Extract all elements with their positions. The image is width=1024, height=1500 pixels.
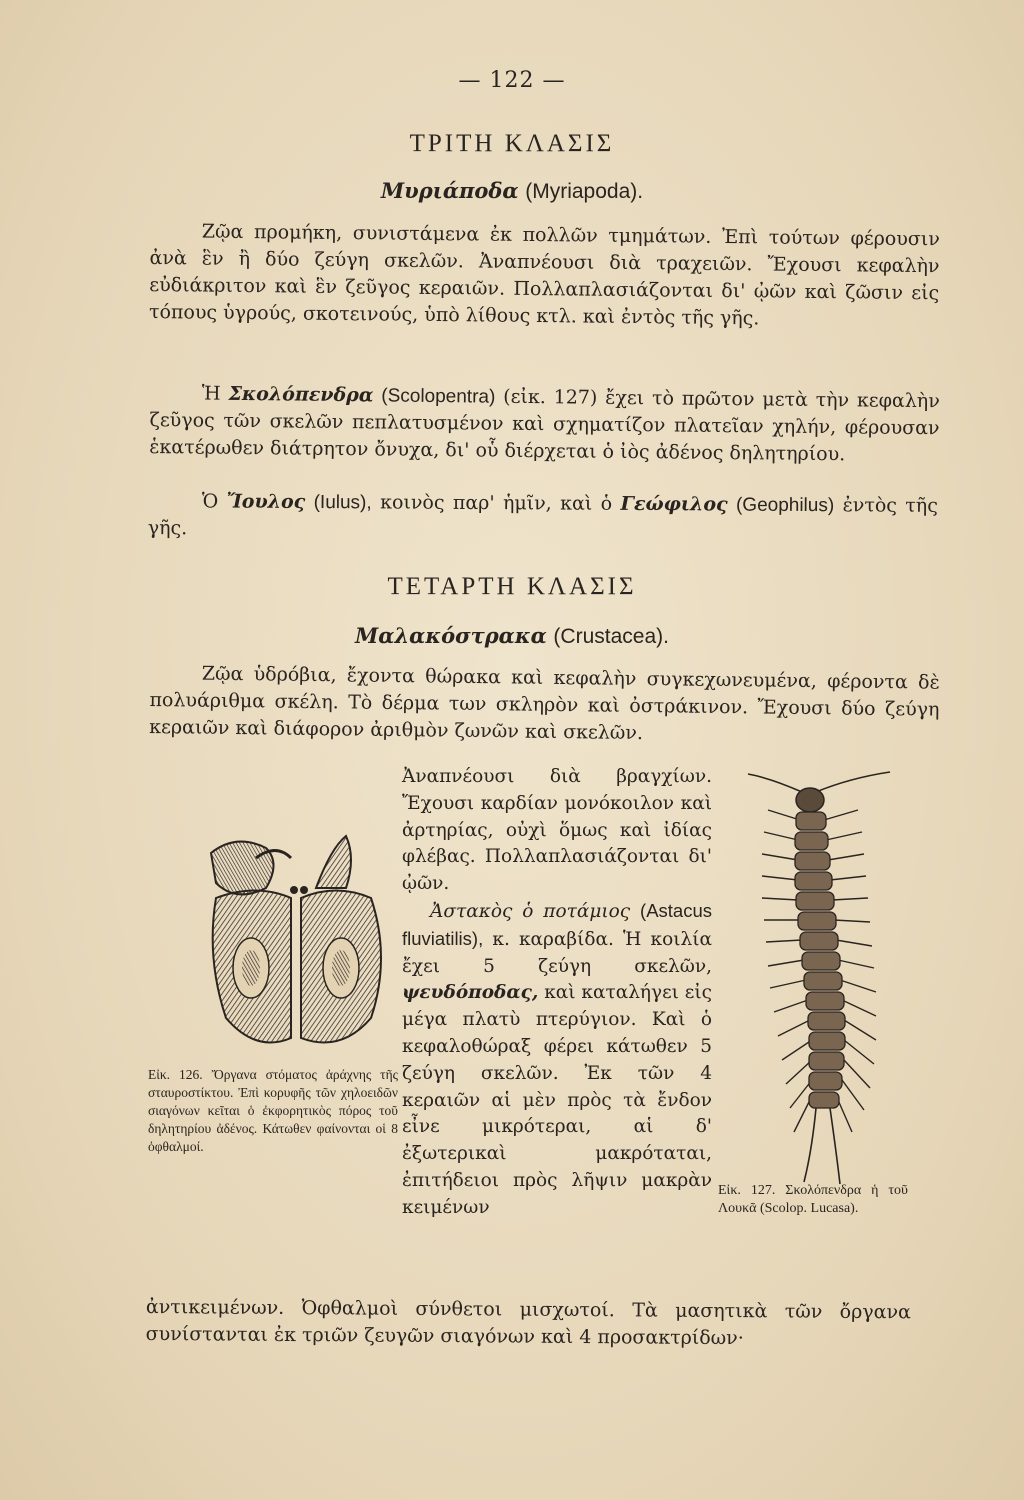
centipede-figure — [740, 770, 920, 1190]
iulus-paragraph: Ὁ Ἴουλος (Iulus), κοινὸς παρ' ἡμῖν, καὶ ὁ Γεώφιλος (Geophilus) ἐντὸς τῆς γῆς. — [147, 490, 938, 540]
subtitle-crustacea — [0, 623, 1024, 649]
page-number: — 122 — — [458, 68, 566, 93]
geophilus-name: Γεώφιλος — [620, 492, 728, 516]
class-heading-third: ΤΡΙΤΗ ΚΛΑΣΙΣ — [409, 130, 615, 157]
myriapoda-latin: (Myriapoda). — [525, 180, 644, 203]
crustacea-paragraph-1: Ζῷα ὑδρόβια, ἔχοντα θώρακα καὶ κεφαλὴν συγκεχωνευμένα, φέροντα δὲ πολυάριθμα σκέλη. Τὸ δέρμα των σκληρὸν καὶ ὀστράκινον. Ἔχουσι δύο ζεύγη κεραιῶν καὶ διάφορον ἀριθμὸν ζωνῶν καὶ σκελῶν. — [149, 662, 940, 745]
crustacea-greek: Μαλακόστρακα — [355, 623, 547, 648]
crustacea-paragraph-end: ἀντικειμένων. Ὀφθαλμοὶ σύνθετοι μισχωτοί. Τὰ μασητικὰ τῶν ὄργανα συνίστανται ἐκ τριῶν ζευγῶν σιαγόνων καὶ 4 προσακτρίδων· — [145, 1296, 911, 1350]
spider-mouthparts-figure — [196, 828, 396, 1058]
scolopendra-paragraph: Ἡ Σκολόπενδρα (Scolopentra) (εἰκ. 127) ἔχει τὸ πρῶτον μετὰ τὴν κεφαλὴν ζεῦγος τῶν σκελῶν πεπλατυσμένον καὶ σχηματίζον πλατεῖαν χηλήν, φέρουσαν ἑκατέρωθεν διάτρητον ὄνυχα, δι' οὗ διέρχεται ὁ ἰὸς ἀδένος δηλητηρίου. — [149, 382, 940, 466]
myriapoda-greek: Μυριάποδα — [380, 178, 519, 203]
geophilus-latin: (Geophilus) — [735, 494, 835, 517]
scolopendra-name: Σκολόπενδρα — [228, 382, 374, 407]
astacus-column: Ἀστακὸς ὁ ποτάμιος (Astacus fluviatilis), κ. καραβίδα. Ἡ κοιλία ἔχει 5 ζεύγη σκελῶν, ψευδόποδας, καὶ καταλήγει εἰς μέγα πλατὺ πτερύγιον. Καὶ ὁ κεφαλοθώραξ φέρει κάτωθεν 5 ζεύγη σκελῶν. Ἐκ τῶν 4 κεραιῶν αἱ μὲν πρὸς τὰ ἔνδον εἶνε μικρότεραι, αἱ δ' ἐξωτερικαὶ μακρόταται, ἐπιτήδειοι πρὸς λῆψιν μακρὰν κειμένων — [402, 900, 712, 1218]
myriapoda-paragraph-1: Ζῷα προμήκη, συνιστάμενα ἐκ πολλῶν τμημάτων. Ἐπὶ τούτων φέρουσιν ἀνὰ ἓν ἢ δύο ζεύγη σκελῶν. Ἀναπνέουσι διὰ τραχειῶν. Ἔχουσι κεφαλὴν εὐδιάκριτον καὶ ἓν ζεῦγος κεραιῶν. Πολλαπλασιάζονται δι' ᾠῶν καὶ ζῶσιν εἰς τόπους ὑγρούς, σκοτεινούς, ὑπὸ λίθους κτλ. καὶ ἐντὸς τῆς γῆς. — [148, 220, 940, 330]
pseudopod-term: ψευδόποδας, — [402, 982, 539, 1004]
crustacea-column-1: Ἀναπνέουσι διὰ βραγχίων. Ἔχουσι καρδίαν μονόκοιλον καὶ ἀρτηρίας, οὐχὶ ὅμως καὶ ἰδίας φλέβας. Πολλαπλασιάζονται δι' ᾠῶν. — [402, 766, 712, 895]
figure-126-caption: Εἰκ. 126. Ὄργανα στόματος ἀράχνης τῆς σταυροστίκτου. Ἐπὶ κορυφῆς τῶν χηλοειδῶν σιαγόνων κεῖται ὁ ἐκφορητικὸς πόρος τοῦ δηλητηρίου ἀδένος. Κάτωθεν φαίνονται οἱ 8 ὀφθαλμοί. — [148, 1067, 398, 1154]
subtitle-myriapoda — [0, 178, 1024, 204]
scolopendra-latin: (Scolopentra) — [381, 385, 496, 408]
iulus-name: Ἴουλος — [226, 490, 306, 513]
astacus-name: Ἀστακὸς ὁ ποτάμιος — [430, 901, 631, 922]
crustacea-latin: (Crustacea). — [553, 625, 669, 648]
astacus-latin: (Astacus fluviatilis), — [402, 900, 712, 949]
iulus-latin: (Iulus), — [313, 492, 372, 514]
figure-127-caption: Εἰκ. 127. Σκολόπενδρα ἡ τοῦ Λουκᾶ (Scolop. Lucasa). — [718, 1183, 908, 1216]
class-heading-fourth: ΤΕΤΑΡΤΗ ΚΛΑΣΙΣ — [387, 573, 637, 600]
